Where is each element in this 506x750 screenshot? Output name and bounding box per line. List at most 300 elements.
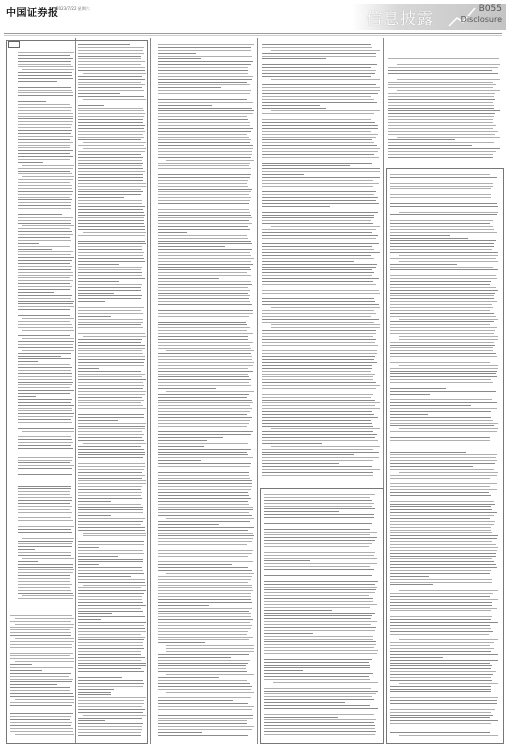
text-line [10, 667, 73, 668]
text-line [264, 641, 376, 642]
text-line [78, 90, 144, 91]
text-line [18, 434, 74, 435]
text-line [262, 400, 375, 401]
text-line [390, 535, 498, 536]
text-line [18, 61, 71, 62]
text-line [158, 478, 250, 479]
text-line [158, 261, 251, 262]
text-line [262, 191, 376, 192]
text-line [390, 333, 494, 334]
text-line [262, 70, 376, 71]
text-line [10, 621, 71, 622]
text-line [18, 416, 73, 417]
text-line [158, 663, 248, 664]
text-line [78, 243, 146, 244]
text-line [78, 402, 141, 403]
text-line [158, 515, 252, 516]
text-line [262, 96, 371, 97]
text-line [78, 559, 143, 560]
text-line [18, 356, 61, 357]
text-line [15, 638, 74, 639]
text-line [78, 651, 141, 652]
text-line [399, 212, 498, 213]
text-line [78, 697, 146, 698]
text-line [78, 177, 143, 178]
text-line [264, 644, 376, 645]
text-line [262, 64, 377, 65]
text-line [78, 64, 141, 65]
text-line [158, 700, 233, 701]
text-line [158, 521, 250, 522]
text-line [18, 162, 43, 163]
text-line [10, 722, 72, 723]
text-line [158, 316, 249, 317]
text-line [264, 670, 303, 671]
text-line [390, 717, 490, 718]
text-line [158, 417, 252, 418]
text-line [18, 546, 72, 547]
text-line [264, 693, 376, 694]
text-line [78, 596, 142, 597]
text-line [390, 177, 497, 178]
text-line [388, 142, 494, 143]
text-line [390, 677, 491, 678]
text-line [166, 645, 254, 646]
text-line [390, 506, 491, 507]
text-line [158, 287, 248, 288]
text-line [264, 650, 378, 651]
text-line [10, 676, 69, 677]
text-line [78, 56, 141, 57]
text-line [158, 96, 254, 97]
text-line [78, 342, 141, 343]
text-line [78, 478, 142, 479]
text-line [78, 703, 144, 704]
text-line [264, 572, 378, 573]
text-line [83, 148, 146, 149]
text-line [78, 348, 145, 349]
text-line [78, 709, 145, 710]
text-line [78, 460, 146, 461]
text-line [264, 667, 370, 668]
text-line [10, 684, 57, 685]
text-line [18, 541, 73, 542]
text-line [262, 469, 380, 470]
text-line [158, 255, 251, 256]
text-line [10, 664, 32, 665]
text-line [264, 705, 370, 706]
text-line [18, 145, 70, 146]
text-column-1b [10, 615, 74, 740]
text-line [166, 350, 254, 351]
text-line [264, 688, 371, 689]
text-line [18, 564, 73, 565]
text-line [264, 676, 369, 677]
text-line [18, 211, 74, 212]
text-line [10, 647, 72, 648]
text-line [22, 431, 74, 432]
text-line [390, 732, 490, 733]
text-line [390, 460, 497, 461]
text-line [18, 116, 73, 117]
text-line [22, 330, 74, 331]
text-line [390, 550, 497, 551]
text-line [262, 434, 377, 435]
text-line [388, 58, 499, 59]
text-line [18, 590, 71, 591]
text-line [158, 53, 196, 54]
text-line [399, 472, 498, 473]
text-line [78, 281, 119, 282]
text-line [390, 399, 492, 400]
text-line [262, 157, 379, 158]
text-line [18, 168, 73, 169]
text-line [390, 388, 446, 389]
section-banner [352, 0, 506, 34]
text-line [264, 511, 339, 512]
text-line [158, 475, 249, 476]
text-line [390, 301, 497, 302]
text-line [390, 414, 428, 415]
text-line [262, 53, 376, 54]
text-line [78, 680, 143, 681]
text-line [390, 498, 498, 499]
text-line [390, 313, 494, 314]
text-line [18, 587, 70, 588]
text-line [264, 555, 374, 556]
text-line [78, 330, 146, 331]
text-line [158, 512, 249, 513]
text-line [390, 353, 496, 354]
text-line [78, 374, 145, 375]
text-line [78, 79, 145, 80]
text-line [390, 324, 490, 325]
text-line [158, 703, 248, 704]
text-line [22, 318, 74, 319]
text-line [271, 110, 380, 111]
text-line [78, 102, 146, 103]
text-line [158, 171, 254, 172]
text-line [264, 546, 369, 547]
text-line [262, 371, 371, 372]
text-line [158, 587, 252, 588]
text-line [158, 322, 246, 323]
text-line [18, 72, 72, 73]
text-line [18, 260, 72, 261]
text-line [18, 523, 74, 524]
text-line [78, 457, 143, 458]
text-line [390, 362, 490, 363]
text-line [18, 254, 71, 255]
text-line [390, 712, 491, 713]
text-line [390, 449, 498, 450]
text-line [158, 278, 219, 279]
text-line [83, 336, 146, 337]
text-line [18, 104, 70, 105]
text-line [390, 287, 496, 288]
text-line [264, 563, 377, 564]
text-line [390, 709, 495, 710]
text-line [18, 133, 71, 134]
text-line [158, 735, 248, 736]
text-line [18, 84, 74, 85]
text-line [158, 241, 251, 242]
text-line [390, 295, 494, 296]
text-line [78, 295, 142, 296]
text-line [262, 44, 371, 45]
text-line [158, 423, 249, 424]
text-line [78, 582, 145, 583]
text-line [262, 261, 354, 262]
text-line [158, 84, 250, 85]
text-line [78, 382, 143, 383]
text-line [390, 183, 493, 184]
text-line [78, 631, 146, 632]
text-line [262, 322, 374, 323]
text-line [158, 504, 249, 505]
text-line [78, 110, 144, 111]
text-line [158, 125, 250, 126]
text-line [390, 327, 497, 328]
text-line [388, 102, 493, 103]
text-line [78, 275, 142, 276]
text-line [158, 79, 252, 80]
text-line [158, 284, 252, 285]
text-line [78, 333, 145, 334]
text-line [18, 598, 73, 599]
text-line [78, 449, 144, 450]
text-line [271, 50, 380, 51]
text-line [390, 217, 498, 218]
text-line [264, 560, 310, 561]
text-line [78, 229, 145, 230]
text-line [10, 693, 73, 694]
text-line [158, 93, 250, 94]
text-line [158, 660, 250, 661]
text-line [78, 527, 145, 528]
text-line [262, 194, 374, 195]
text-line [158, 232, 187, 233]
text-line [18, 515, 74, 516]
text-line [158, 365, 253, 366]
text-line [78, 599, 142, 600]
text-line [18, 569, 74, 570]
text-line [390, 622, 498, 623]
text-line [262, 116, 380, 117]
text-line [158, 726, 254, 727]
text-line [271, 79, 380, 80]
text-line [390, 489, 497, 490]
section-title: 信息披露 [366, 9, 435, 28]
text-line [18, 506, 72, 507]
text-line [78, 466, 145, 467]
text-line [390, 194, 491, 195]
text-line [388, 128, 493, 129]
text-line [10, 713, 73, 714]
text-line [78, 475, 145, 476]
text-line [158, 212, 250, 213]
text-line [158, 541, 252, 542]
text-line [390, 226, 493, 227]
text-line [262, 174, 304, 175]
text-line [262, 235, 378, 236]
text-line [78, 272, 142, 273]
text-line [158, 697, 251, 698]
text-line [158, 631, 248, 632]
text-line [158, 139, 251, 140]
text-line [390, 518, 490, 519]
text-line [78, 304, 146, 305]
text-line [83, 99, 146, 100]
text-line [158, 333, 253, 334]
text-line [388, 67, 498, 68]
text-line [10, 731, 73, 732]
text-line [390, 584, 433, 585]
text-line [262, 243, 379, 244]
text-line [264, 503, 374, 504]
text-line [18, 344, 73, 345]
text-line [78, 137, 144, 138]
text-line [10, 627, 73, 628]
text-line [390, 220, 493, 221]
text-line [18, 283, 70, 284]
text-line [390, 359, 498, 360]
text-line [158, 457, 253, 458]
text-line [158, 90, 251, 91]
text-line [78, 400, 144, 401]
text-line [78, 492, 142, 493]
text-line [264, 708, 378, 709]
text-line [262, 229, 376, 230]
text-line [262, 281, 373, 282]
text-line [158, 567, 248, 568]
text-line [158, 122, 250, 123]
text-line [78, 76, 142, 77]
text-line [15, 661, 74, 662]
text-line [388, 151, 496, 152]
text-line [158, 99, 247, 100]
text-line [390, 524, 494, 525]
section-subtitle: Disclosure [460, 15, 502, 24]
text-line [390, 186, 493, 187]
text-line [158, 530, 248, 531]
text-line [18, 448, 73, 449]
text-line [262, 388, 376, 389]
text-line [166, 651, 254, 652]
text-line [18, 315, 70, 316]
text-line [262, 163, 372, 164]
text-line [18, 251, 73, 252]
text-line [390, 269, 498, 270]
text-line [83, 535, 146, 536]
text-column-1 [18, 52, 74, 612]
text-line [262, 267, 376, 268]
text-line [390, 379, 491, 380]
text-line [78, 145, 144, 146]
text-line [399, 261, 498, 262]
text-line [388, 93, 495, 94]
text-line [390, 206, 498, 207]
text-line [262, 402, 380, 403]
text-line [390, 385, 498, 386]
text-line [78, 238, 146, 239]
text-line [158, 194, 249, 195]
text-line [78, 269, 141, 270]
text-line [390, 203, 497, 204]
text-line [18, 335, 70, 336]
text-line [78, 564, 99, 565]
text-line [397, 64, 500, 65]
text-line [264, 514, 374, 515]
text-line [78, 619, 101, 620]
text-line [388, 116, 494, 117]
text-line [78, 220, 144, 221]
text-line [262, 376, 373, 377]
text-line [10, 632, 71, 633]
text-line [78, 694, 111, 695]
text-line [262, 67, 371, 68]
text-line [390, 668, 491, 669]
text-line [262, 258, 374, 259]
text-line [18, 364, 70, 365]
text-line [10, 728, 73, 729]
text-line [78, 125, 145, 126]
text-line [18, 584, 72, 585]
text-line [18, 393, 70, 394]
text-line [78, 324, 141, 325]
text-line [158, 290, 250, 291]
text-line [388, 99, 495, 100]
text-line [18, 92, 73, 93]
text-line [390, 243, 494, 244]
text-line [388, 61, 500, 62]
text-line [264, 621, 377, 622]
text-line [158, 243, 252, 244]
text-line [158, 608, 252, 609]
text-line [158, 301, 250, 302]
text-line [390, 605, 492, 606]
text-line [158, 443, 248, 444]
text-line [158, 220, 249, 221]
text-line [264, 607, 370, 608]
text-line [158, 628, 251, 629]
text-line [18, 517, 71, 518]
text-line [158, 616, 251, 617]
text-line [158, 200, 250, 201]
text-line [158, 397, 247, 398]
text-line [158, 249, 252, 250]
text-line [78, 414, 144, 415]
text-line [262, 342, 375, 343]
text-line [158, 327, 250, 328]
text-line [22, 338, 74, 339]
text-line [18, 428, 74, 429]
text-line [390, 480, 498, 481]
text-line [390, 495, 491, 496]
text-line [18, 387, 70, 388]
text-line [78, 454, 145, 455]
text-line [390, 356, 497, 357]
text-line [78, 700, 144, 701]
text-line [158, 642, 205, 643]
text-line [262, 460, 373, 461]
text-line [262, 200, 376, 201]
text-line [78, 712, 143, 713]
text-line [18, 593, 73, 594]
text-line [390, 616, 492, 617]
text-line [262, 440, 378, 441]
text-line [18, 494, 70, 495]
